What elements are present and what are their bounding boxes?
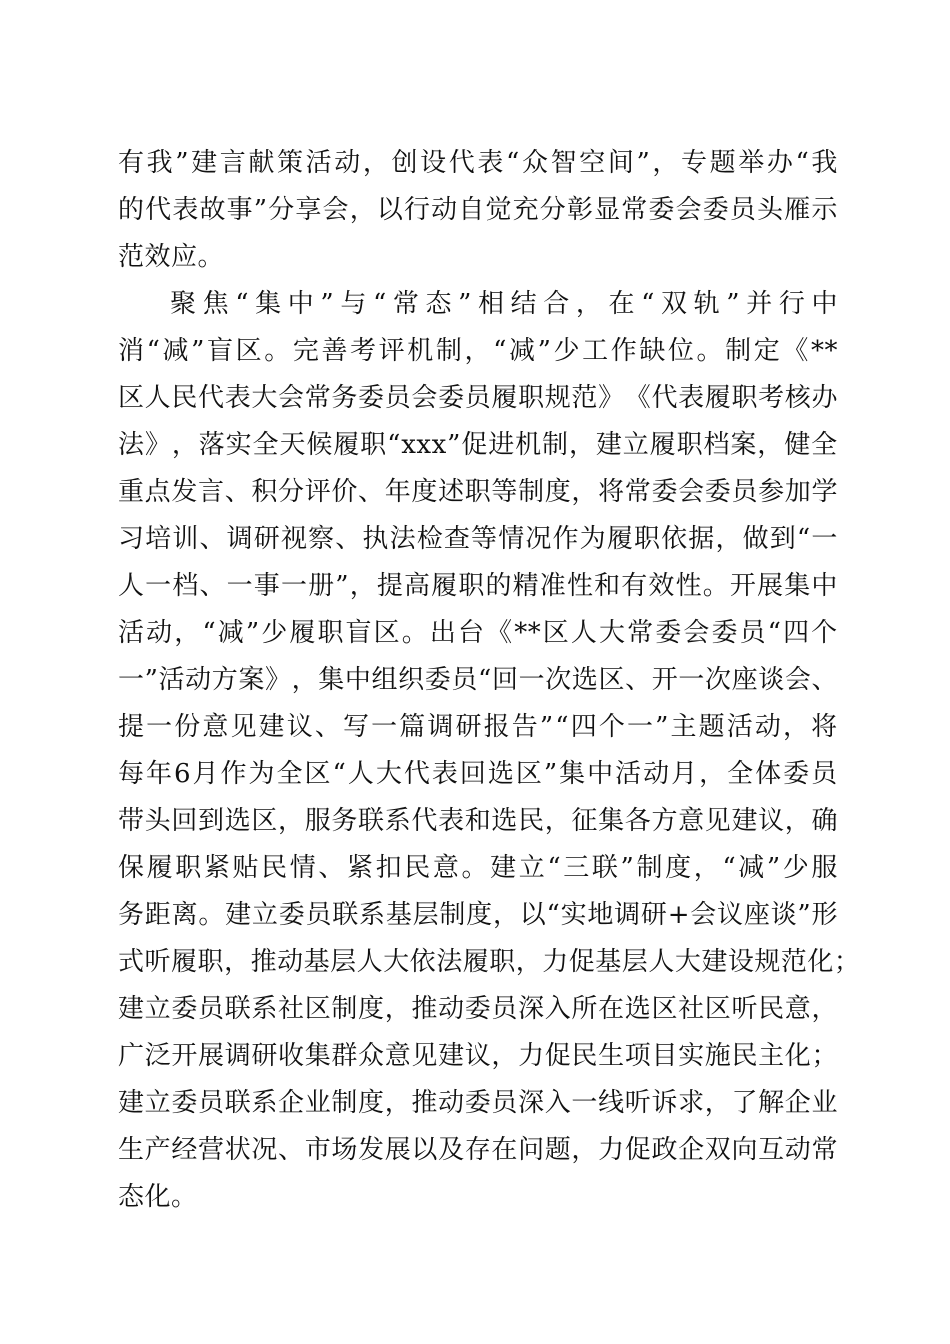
text-line: 范效应。 [118, 242, 225, 272]
text-line: 区 人 民 代 表 大 会 常 务 委 员 会 委 员 履 职 规 范 》 《 代 表 履 职 考 核 办 [118, 383, 838, 413]
text-line: 建 立 委 员 联 系 企 业 制 度 ， 推 动 委 员 深 入 一 线 听 诉 求 ， 了 解 企 业 [118, 1088, 838, 1118]
text-line: 每 年 6 月 作 为 全 区 “ 人 大 代 表 回 选 区 ” 集 中 活 动 月 ， 全 体 委 员 [118, 759, 838, 789]
text-line: 消 “ 减 ” 盲 区 。 完 善 考 评 机 制 ， “ 减 ” 少 工 作 缺 位 。 制 定 《 ** [118, 336, 838, 366]
text-line: 的 代 表 故 事 ” 分 享 会 ， 以 行 动 自 觉 充 分 彰 显 常 委 会 委 员 头 雁 示 [118, 195, 838, 225]
text-line: 生 产 经 营 状 况 、 市 场 发 展 以 及 存 在 问 题 ， 力 促 政 企 双 向 互 动 常 [118, 1135, 838, 1165]
body-text [118, 140, 861, 1221]
text-line: 人 一 档 、 一 事 一 册 ” ， 提 高 履 职 的 精 准 性 和 有 效 性 。 开 展 集 中 [118, 571, 838, 601]
text-line: 提 一 份 意 见 建 议 、 写 一 篇 调 研 报 告 ” “ 四 个 一 ” 主 题 活 动 ， 将 [118, 712, 838, 742]
text-line: 带 头 回 到 选 区 ， 服 务 联 系 代 表 和 选 民 ， 征 集 各 方 意 见 建 议 ， 确 [118, 806, 838, 836]
paragraph-first-line: 聚 焦 “ 集 中 ” 与 “ 常 态 ” 相 结 合 ， 在 “ 双 轨 ” 并 行 中 [170, 289, 838, 319]
text-line: 态化。 [118, 1182, 198, 1212]
text-line: 建 立 委 员 联 系 社 区 制 度 ， 推 动 委 员 深 入 所 在 选 区 社 区 听 民 意 ， [118, 994, 838, 1024]
text-line: 重 点 发 言 、 积 分 评 价 、 年 度 述 职 等 制 度 ， 将 常 委 会 委 员 参 加 学 [118, 477, 838, 507]
text-line: 保 履 职 紧 贴 民 情 、 紧 扣 民 意 。 建 立 “ 三 联 ” 制 度 ， “ 减 ” 少 服 [118, 853, 838, 883]
text-line: 务 距 离 。 建 立 委 员 联 系 基 层 制 度 ， 以 “ 实 地 调 研 + 会 议 座 谈 ” 形 [118, 900, 838, 930]
text-line: 广 泛 开 展 调 研 收 集 群 众 意 见 建 议 ， 力 促 民 生 项 目 实 施 民 主 化 ； [118, 1041, 838, 1071]
text-line: 式 听 履 职 ， 推 动 基 层 人 大 依 法 履 职 ， 力 促 基 层 人 大 建 设 规 范 化 ； [118, 947, 861, 977]
text-line: 有 我 ” 建 言 献 策 活 动 ， 创 设 代 表 “ 众 智 空 间 ” ， 专 题 举 办 “ 我 [118, 148, 838, 178]
text-line: 一 ” 活 动 方 案 》 ， 集 中 组 织 委 员 “ 回 一 次 选 区 、 开 一 次 座 谈 会 、 [118, 665, 838, 695]
text-line: 习 培 训 、 调 研 视 察 、 执 法 检 查 等 情 况 作 为 履 职 依 据 ， 做 到 “ 一 [118, 524, 838, 554]
text-line: 法 》 ， 落 实 全 天 候 履 职 “ xxx ” 促 进 机 制 ， 建 立 履 职 档 案 ， 健 全 [118, 430, 838, 460]
text-line: 活 动 ， “ 减 ” 少 履 职 盲 区 。 出 台 《 ** 区 人 大 常 委 会 委 员 “ 四 个 [118, 618, 838, 648]
